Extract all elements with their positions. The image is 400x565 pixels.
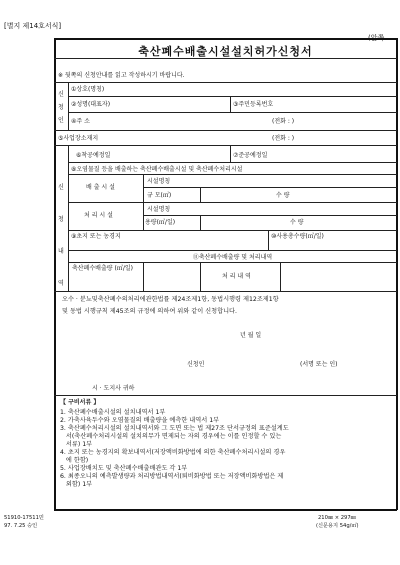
company-name-label: ①상호(명칭) [71, 86, 105, 93]
doc-item: 5. 사업장배치도 및 축산폐수배출배관도 각 1부 [60, 465, 188, 472]
date-line: 년 월 일 [240, 332, 262, 339]
frame-top [54, 38, 397, 40]
statement-line-1: 오수 · 분뇨및축산폐수의처리에관한법률 제24조제1항, 동법시행령 제12조제1항 [62, 296, 279, 303]
doc-item: 3. 축산폐수처리시설의 설치내역서와 그 도면 또는 법 제27조 단서규정의 표준설계도 [60, 425, 289, 432]
doc-item: 1. 축산폐수배출시설의 설치내역서 1부 [60, 409, 166, 416]
emission-facility-label: 배 출 시 설 [86, 184, 115, 191]
paper-type: (신문용지 54g/㎡) [316, 523, 359, 529]
doc-item: 외함) 1부 [60, 481, 93, 488]
site-phone-label: (전화 : ) [272, 135, 295, 142]
emission-facility-name: 시설명칭 [147, 178, 171, 185]
completion-date-label: ⑦준공예정일 [233, 152, 268, 159]
start-date-label: ⑥착공예정일 [76, 152, 111, 159]
doc-item: 서(축산폐수처리시설의 설치의무가 면제되는 자의 경우에는 이를 인정할 수 있는 [60, 433, 282, 440]
emission-scale-label: 규 모(㎡) [147, 192, 172, 199]
frame-left [54, 38, 56, 510]
recipient-label: 시 · 도지사 귀하 [92, 385, 135, 392]
paper-size: 210㎜ × 297㎜ [318, 515, 356, 521]
emission-count-label: 수 량 [276, 192, 290, 199]
section-11-label: ⑪축산폐수배출량 및 처리내역 [192, 254, 273, 261]
form-number: [별지 제14호서식] [4, 22, 62, 30]
doc-item: 2. 가축사육두수와 오염물질의 배출량을 예측한 내역서 1부 [60, 417, 220, 424]
frame-bottom [54, 509, 397, 511]
required-docs-list [60, 409, 289, 489]
treatment-capacity-label: 용량(㎥/일) [145, 219, 176, 226]
statement-line-2: 및 동법 시행규칙 제45조의 규정에 의하여 위와 같이 신청합니다. [62, 308, 238, 315]
form-code: 51910-17511민 [4, 515, 44, 521]
discharge-amount-label: 축산폐수배출량 (㎥/일) [72, 265, 133, 272]
page-title: 축산폐수배출시설설치허가신청서 [138, 45, 313, 58]
applicant-phone-label: (전화 : ) [272, 118, 295, 125]
section-10-label: ⑩사용총수량(㎥/일) [271, 233, 324, 240]
notice-text: ※ 뒷쪽의 신청안내를 읽고 작성하시기 바랍니다. [58, 72, 185, 79]
frame-right [396, 38, 398, 510]
required-docs-heading: 【 구비서류 】 [60, 399, 100, 406]
representative-label: ②성명(대표자) [71, 101, 111, 108]
treatment-detail-label: 처 리 내 역 [222, 273, 251, 280]
detail-group-label: 신 청 내 역 [58, 184, 64, 287]
page-side-label: (앞쪽 [368, 34, 385, 42]
approval-date: 97. 7.25 승인 [4, 523, 38, 529]
signature-placeholder: (서명 또는 인) [300, 361, 338, 368]
applicant-sign-label: 신청인 [187, 361, 205, 368]
treatment-count-label: 수 량 [290, 219, 304, 226]
doc-item: 6. 최종오니의 예측발생량과 처리방법내역서(퇴비화방법 또는 저장액비화방법은 제 [60, 473, 284, 480]
applicant-group-label: 신 청 인 [58, 91, 64, 124]
section-8-label: ⑧오염물질 등을 배출하는 축산폐수배출시설 및 축산폐수처리시설 [71, 166, 243, 173]
treatment-facility-name: 시설명칭 [147, 206, 171, 213]
address-label: ④주 소 [71, 118, 90, 125]
treatment-facility-label: 처 리 시 설 [84, 212, 113, 219]
doc-item: 서류) 1부 [60, 441, 93, 448]
resident-number-label: ③주민등록번호 [233, 101, 274, 108]
doc-item: 에 한함) [60, 457, 89, 464]
doc-item: 4. 초지 또는 농경지의 확보내역서(저장액비화방법에 의한 축산폐수처리시설의 경우 [60, 449, 286, 456]
section-9-label: ⑨초지 또는 농경지 [71, 233, 121, 240]
site-location-label: ⑤사업장소재지 [58, 135, 99, 142]
